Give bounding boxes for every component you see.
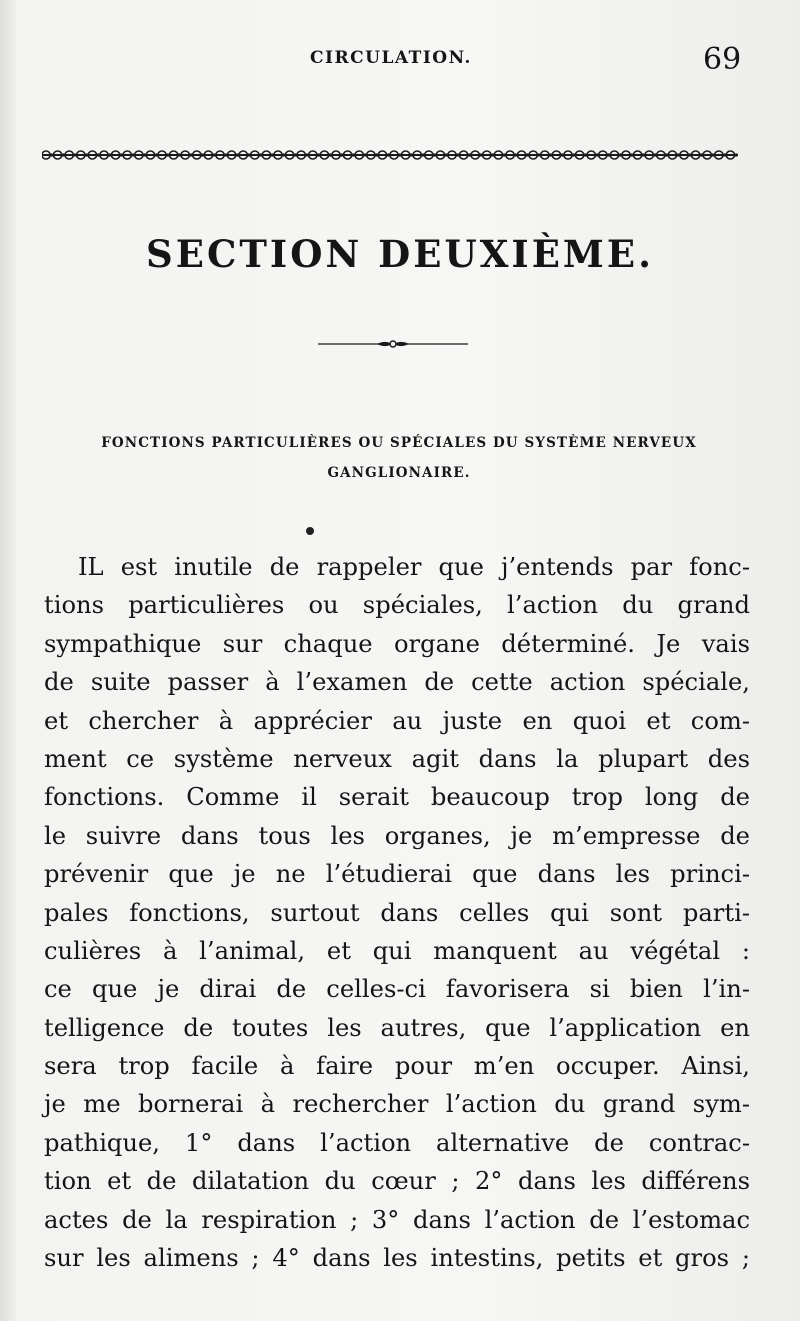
text-line: pales fonctions, surtout dans celles qui sont parti-	[44, 898, 750, 927]
text-line: ment ce système nerveux agit dans la plupart des	[44, 744, 750, 773]
text-line: sur les alimens ; 4° dans les intestins, petits et gros ;	[44, 1244, 750, 1273]
ornamental-rule	[42, 148, 738, 162]
text-line: le suivre dans tous les organes, je m’empresse de	[44, 821, 750, 850]
swell-rule	[318, 337, 468, 351]
body-text	[44, 548, 750, 1277]
subtitle-line-2: GANGLIONAIRE.	[327, 465, 471, 481]
printer-dot	[306, 527, 314, 535]
text-line: pathique, 1° dans l’action alternative de contrac-	[44, 1128, 750, 1157]
running-head	[0, 44, 800, 84]
text-line: tions particulières ou spéciales, l’action du grand	[44, 591, 750, 620]
section-subtitle	[44, 428, 754, 488]
text-line: actes de la respiration ; 3° dans l’action de l’estomac	[44, 1205, 750, 1234]
section-title: SECTION DEUXIÈME.	[146, 232, 654, 276]
text-line: IL est inutile de rappeler que j’entends par fonc-	[78, 553, 750, 581]
text-line: fonctions. Comme il serait beaucoup trop long de	[44, 783, 750, 812]
text-line: et chercher à apprécier au juste en quoi et com-	[44, 706, 750, 735]
text-line: sera trop facile à faire pour m’en occuper. Ainsi,	[44, 1052, 750, 1081]
text-line: de suite passer à l’examen de cette action spéciale,	[44, 668, 750, 697]
text-line: sympathique sur chaque organe déterminé. Je vais	[44, 629, 750, 658]
text-line: prévenir que je ne l’étudierai que dans les princi-	[44, 860, 750, 889]
subtitle-line-1: FONCTIONS PARTICULIÈRES OU SPÉCIALES DU SYSTÈME NERVEUX	[101, 435, 697, 451]
text-line: telligence de toutes les autres, que l’application en	[44, 1013, 750, 1042]
running-title: CIRCULATION.	[310, 48, 472, 68]
text-line: ce que je dirai de celles-ci favorisera si bien l’in-	[44, 975, 750, 1004]
text-line: culières à l’animal, et qui manquent au végétal :	[44, 936, 750, 965]
text-line: tion et de dilatation du cœur ; 2° dans les différens	[44, 1167, 750, 1196]
page-number: 69	[703, 42, 742, 77]
text-line: je me bornerai à rechercher l’action du grand sym-	[44, 1090, 750, 1119]
